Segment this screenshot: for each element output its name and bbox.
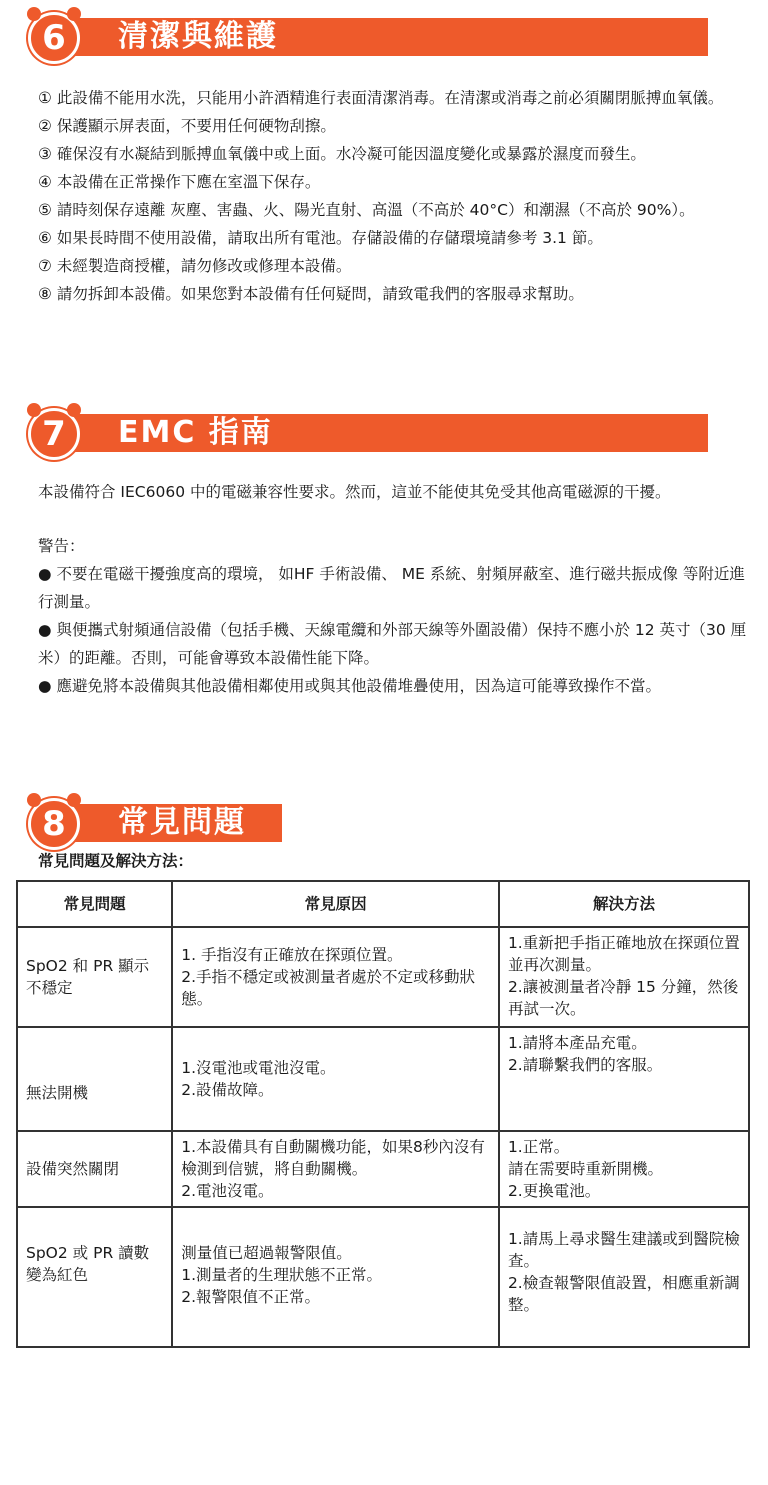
emc-intro: 本設備符合 IEC6060 中的電磁兼容性要求。然而，這並不能使其免受其他高電磁源的干擾。 bbox=[38, 483, 671, 501]
section-8-number: 8 bbox=[42, 804, 66, 844]
section-6-title: 清潔與維護 bbox=[118, 19, 278, 54]
faq-table bbox=[16, 880, 750, 1348]
warning-item: ● 與便攜式射頻通信設備（包括手機、天線電纜和外部天線等外圍設備）保持不應小於 12 英寸（30 厘米）的距離。否則，可能會導致本設備性能下降。 bbox=[38, 616, 760, 672]
section-8-title-bar bbox=[72, 804, 282, 842]
section-7-intro bbox=[38, 478, 760, 506]
problem-cell: SpO2 和 PR 顯示不穩定 bbox=[17, 927, 172, 1027]
problem-cell: SpO2 或 PR 讀數變為紅色 bbox=[17, 1207, 172, 1347]
section-6-header bbox=[0, 14, 768, 60]
cause-cell: 1. 手指沒有正確放在探頭位置。 2.手指不穩定或被測量者處於不定或移動狀態。 bbox=[172, 927, 499, 1027]
section-8-header bbox=[0, 800, 768, 846]
section-7-badge bbox=[28, 408, 80, 460]
list-item: ③ 確保沒有水凝結到脈搏血氧儀中或上面。水冷凝可能因溫度變化或暴露於濕度而發生。 bbox=[38, 145, 646, 163]
section-7-title-bar bbox=[72, 414, 708, 452]
faq-subtitle-wrap bbox=[38, 847, 760, 875]
table-row bbox=[17, 1207, 749, 1347]
table-row bbox=[17, 927, 749, 1027]
warning-item: ● 應避免將本設備與其他設備相鄰使用或與其他設備堆疊使用，因為這可能導致操作不當。 bbox=[38, 672, 760, 700]
list-item: ④ 本設備在正常操作下應在室溫下保存。 bbox=[38, 173, 321, 191]
table-header-row bbox=[17, 881, 749, 927]
faq-subtitle: 常見問題及解決方法： bbox=[38, 852, 194, 870]
solution-cell: 1.請馬上尋求醫生建議或到醫院檢查。 2.檢查報警限值設置，相應重新調整。 bbox=[499, 1207, 749, 1347]
solution-cell: 1.正常。 請在需要時重新開機。 2.更換電池。 bbox=[499, 1131, 749, 1207]
section-6-title-bar bbox=[72, 18, 708, 56]
header-solution: 解決方法 bbox=[499, 881, 749, 927]
solution-cell: 1.請將本產品充電。 2.請聯繫我們的客服。 bbox=[499, 1027, 749, 1131]
table-row bbox=[17, 1131, 749, 1207]
section-8-title: 常見問題 bbox=[118, 805, 246, 840]
list-item: ① 此設備不能用水洗，只能用小許酒精進行表面清潔消毒。在清潔或消毒之前必須關閉脈搏血氧儀。 bbox=[38, 89, 724, 107]
section-7-header bbox=[0, 410, 768, 456]
list-item: ⑦ 未經製造商授權，請勿修改或修理本設備。 bbox=[38, 257, 352, 275]
header-problem: 常見問題 bbox=[17, 881, 172, 927]
problem-cell: 設備突然關閉 bbox=[17, 1131, 172, 1207]
section-7-warnings bbox=[38, 532, 760, 700]
list-item: ② 保護顯示屏表面，不要用任何硬物刮擦。 bbox=[38, 117, 336, 135]
solution-cell: 1.重新把手指正確地放在探頭位置並再次測量。 2.讓被測量者冷靜 15 分鐘，然後再試一次。 bbox=[499, 927, 749, 1027]
table-row bbox=[17, 1027, 749, 1131]
list-item: ⑥ 如果長時間不使用設備，請取出所有電池。存儲設備的存儲環境請參考 3.1 節。 bbox=[38, 229, 603, 247]
section-6-items bbox=[38, 84, 760, 308]
problem-cell: 無法開機 bbox=[17, 1027, 172, 1131]
cause-cell: 1.本設備具有自動關機功能，如果8秒內沒有檢測到信號，將自動關機。 2.電池沒電。 bbox=[172, 1131, 499, 1207]
list-item: ⑧ 請勿拆卸本設備。如果您對本設備有任何疑問，請致電我們的客服尋求幫助。 bbox=[38, 285, 584, 303]
cause-cell: 1.沒電池或電池沒電。 2.設備故障。 bbox=[172, 1027, 499, 1131]
cause-cell: 測量值已超過報警限值。 1.測量者的生理狀態不正常。 2.報警限值不正常。 bbox=[172, 1207, 499, 1347]
section-7-title: EMC 指南 bbox=[118, 415, 273, 450]
section-8-badge bbox=[28, 798, 80, 850]
warning-item: ● 不要在電磁干擾強度高的環境， 如HF 手術設備、 ME 系統、射頻屏蔽室、進行磁共振成像 等附近進行測量。 bbox=[38, 560, 760, 616]
section-6-number: 6 bbox=[42, 18, 66, 58]
list-item: ⑤ 請時刻保存遠離 灰塵、害蟲、火、陽光直射、高溫（不高於 40°C）和潮濕（不高於 90%）。 bbox=[38, 201, 695, 219]
warning-label: 警告： bbox=[38, 537, 85, 555]
section-6-badge bbox=[28, 12, 80, 64]
section-7-number: 7 bbox=[42, 414, 66, 454]
header-cause: 常見原因 bbox=[172, 881, 499, 927]
